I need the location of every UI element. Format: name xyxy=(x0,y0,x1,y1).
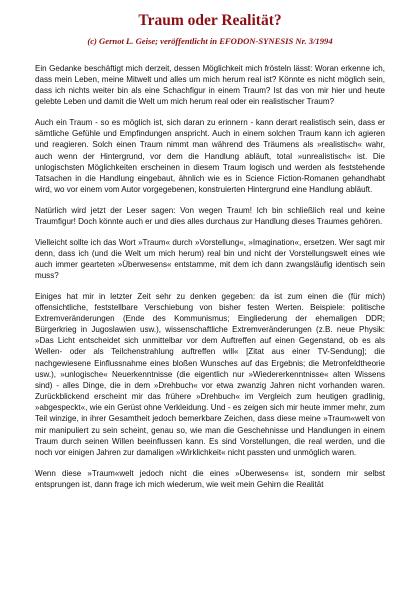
document-page xyxy=(35,0,385,499)
document-title: Traum oder Realität? xyxy=(138,12,282,29)
paragraph: Einiges hat mir in letzter Zeit sehr zu denken gegeben: da ist zum einen die (für mich) offensichtliche, feststellbare Verschiebung von bisher festen Werten. Beispiele: politische Extremveränderungen (Ende des Kommunismus; Eingliederung der ehemaligen DDR; Bürgerkrieg in Jugoslawien usw.), wissenschaftliche Extremveränderungen (z.B. neue Physik: »Das Licht entscheidet sich unmittelbar vor dem Auftreffen auf einen Gegenstand, ob es als Wellen- oder als Teilchenstrahlung auftreffen will« [Zitat aus einer TV-Sendung]; die nachgewiesene Einflussnahme eines bloßen Wunsches auf das Ergebnis; die Metronfeldtheorie usw.), »unlogische« Neuerkenntnisse (die eigentlich nur »Wiedererkenntnisse« alten Wissens sind) - alles Dinge, die in dem »Drehbuch« vor etwa zwanzig Jahren nicht vorhanden waren. Zurückblickend erscheint mir das frühere »Drehbuch« im Vergleich zum heutigen gradlinig, »abgespeckt«, wie ein Gerüst ohne Verkleidung. Und - es zeigen sich mir heute immer mehr, zum Teil winzige, in ihrer Gesamtheit jedoch bemerkbare Zeichen, dass diese meine »Traum«welt von mir manipuliert zu sein scheint, genau so, wie man die Geschehnisse und Handlungen in einem Traum durch seinen Willen beeinflussen kann. Es sind Vorstellungen, die real werden, und die noch vor einigen Jahren zur damaligen »Wirklichkeit« nicht passten und unmöglich waren. xyxy=(35,291,385,457)
paragraph: Ein Gedanke beschäftigt mich derzeit, dessen Möglichkeit mich frösteln lässt: Woran erkenne ich, dass mein Leben, meine Mitwelt und alles um mich herum real ist? Könnte es nicht möglich sein, dass ich nichts weiter bin als eine Schachfigur in einem Traum? Ist das von mir hier und heute gelebte Leben und damit die Welt um mich herum real oder ein realistischer Traum? xyxy=(35,64,385,107)
document-subtitle: (c) Gernot L. Geise; veröffentlicht in EFODON-SYNESIS Nr. 3/1994 xyxy=(87,36,333,46)
document-body xyxy=(35,63,385,490)
paragraph: Natürlich wird jetzt der Leser sagen: Von wegen Traum! Ich bin schließlich real und keine Traumfigur! Doch könnte auch er und dies alles durchaus zur Handlung dieses Traumes gehören. xyxy=(35,205,385,226)
paragraph: Wenn diese »Traum«welt jedoch nicht die eines »Überwesens« ist, sondern mir selbst entsprungen ist, dann frage ich mich wiederum, wie weit mein Gehirn die Realität xyxy=(35,468,385,489)
paragraph: Vielleicht sollte ich das Wort »Traum« durch »Vorstellung«, »Imagination«, ersetzen. Wer sagt mir denn, dass ich (und die Welt um mich herum) real bin und nicht der Vorstellungswelt eines wie auch immer gearteten »Überwesens« entstamme, mit dem ich dann zwangsläufig identisch sein muss? xyxy=(35,237,385,280)
paragraph: Auch ein Traum - so es möglich ist, sich daran zu erinnern - kann derart realistisch sein, dass er sämtliche Gefühle und Empfindungen anspricht. Auch in einem solchen Traum kann ich agieren und reagieren. Solch einen Traum nimmt man während des Träumens als »realistisch« wahr, auch wenn der Hintergrund, vor dem die Handlung abläuft, total »unrealistisch« ist. Die unlogischsten Möglichkeiten erscheinen in diesem Traum logisch und werden als feststehende Tatsachen in die Handlung eingebaut, ähnlich wie es in Science Fiction-Romanen gehandhabt wird, wo vor einem vom Autor vorgegebenen, konstruierten Hintergrund eine Handlung abläuft. xyxy=(35,118,385,195)
